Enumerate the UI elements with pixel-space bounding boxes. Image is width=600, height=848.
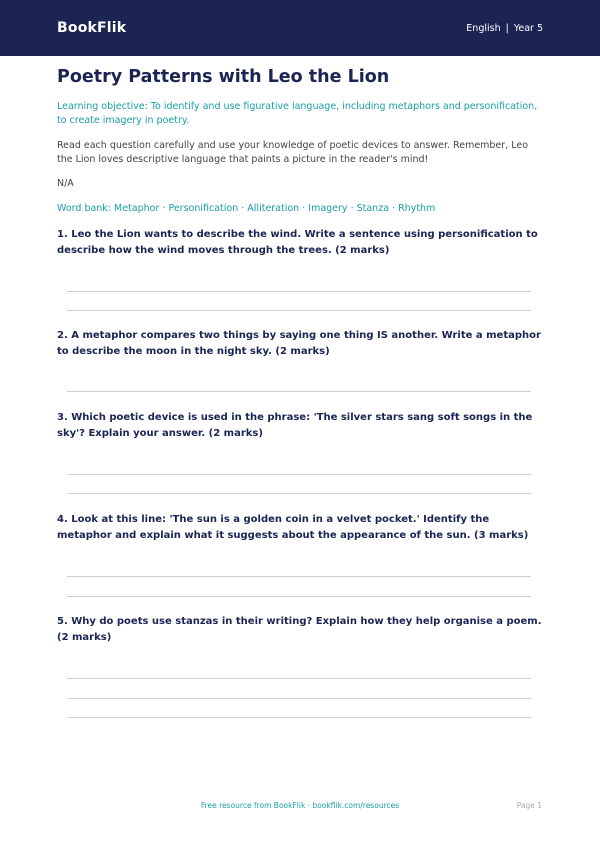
- answer-line[interactable]: [67, 698, 531, 699]
- page-number: Page 1: [516, 801, 542, 810]
- answer-line[interactable]: [67, 678, 531, 679]
- instructions: Read each question carefully and use your knowledge of poetic devices to answer. Remember, Leo the Lion loves descriptive language that paints a picture in the reader's mind!: [57, 140, 529, 165]
- answer-line[interactable]: [67, 596, 531, 597]
- answer-line[interactable]: [67, 493, 531, 494]
- answer-line[interactable]: [67, 291, 531, 292]
- question-3: 3. Which poetic device is used in the phrase: 'The silver stars sang soft songs in the sky'? Explain your answer. (2 marks): [57, 412, 533, 439]
- page-title: Poetry Patterns with Leo the Lion: [57, 67, 390, 87]
- page-header: [0, 0, 600, 56]
- answer-line[interactable]: [67, 474, 531, 475]
- answer-line[interactable]: [67, 576, 531, 577]
- answer-line[interactable]: [67, 391, 531, 392]
- note-text: N/A: [57, 178, 74, 189]
- year-label: Year 5: [513, 22, 543, 34]
- subject-label: English: [466, 22, 501, 34]
- learning-objective: Learning objective: To identify and use figurative language, including metaphors and personification, to create imagery in poetry.: [57, 101, 538, 126]
- footer-credit: Free resource from BookFlik · bookflik.com/resources: [200, 801, 400, 810]
- subject-year: [466, 23, 543, 34]
- page-footer: [0, 801, 600, 815]
- meta-separator: |: [505, 22, 509, 34]
- answer-line[interactable]: [67, 717, 531, 718]
- question-5: 5. Why do poets use stanzas in their writing? Explain how they help organise a poem. (2 marks): [57, 616, 542, 643]
- brand-logo: BookFlik: [57, 20, 127, 36]
- word-bank: Word bank: Metaphor · Personification · Alliteration · Imagery · Stanza · Rhythm: [57, 203, 436, 214]
- answer-line[interactable]: [67, 310, 531, 311]
- question-4: 4. Look at this line: 'The sun is a golden coin in a velvet pocket.' Identify the metaphor and explain what it suggests about the appearance of the sun. (3 marks): [57, 514, 529, 541]
- question-2: 2. A metaphor compares two things by saying one thing IS another. Write a metaphor to describe the moon in the night sky. (2 marks): [57, 330, 541, 357]
- worksheet-intro: [57, 66, 543, 214]
- question-1: 1. Leo the Lion wants to describe the wind. Write a sentence using personification to describe how the wind moves through the trees. (2 marks): [57, 229, 538, 256]
